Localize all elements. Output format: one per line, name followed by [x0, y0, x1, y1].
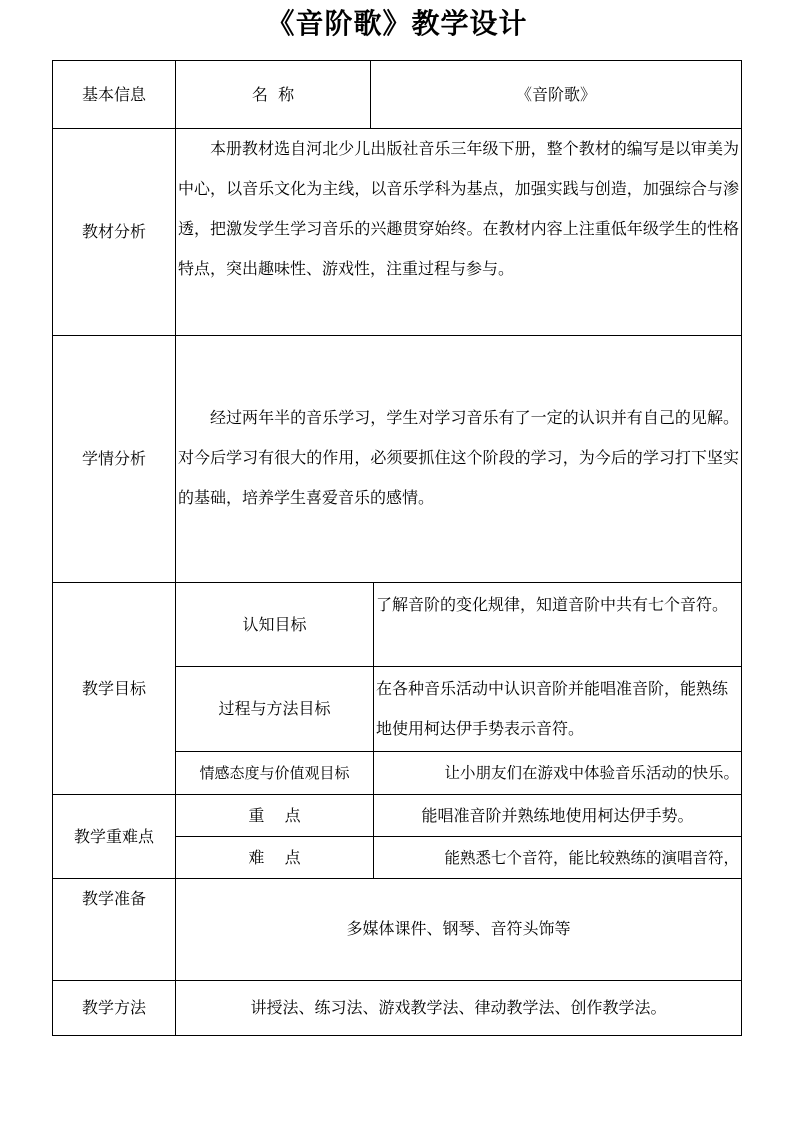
basic-info-label: 基本信息 [81, 84, 146, 104]
cognitive-goal-label: 认知目标 [242, 614, 307, 634]
preparation-label: 教学准备 [81, 889, 146, 908]
methods-label: 教学方法 [81, 998, 146, 1017]
key-points-label: 教学重难点 [73, 826, 154, 846]
lesson-name-value: 《音阶歌》 [515, 84, 596, 104]
material-analysis-label: 教材分析 [81, 222, 146, 241]
process-goal-text: 在各种音乐活动中认识音阶并能唱准音阶，能熟练地使用柯达伊手势表示音符。 [376, 679, 729, 738]
emotion-goal-text: 让小朋友们在游戏中体验音乐活动的快乐。 [444, 764, 739, 782]
key-point-label: 重 点 [248, 805, 301, 825]
key-point-text: 能唱准音阶并熟练地使用柯达伊手势。 [421, 805, 694, 825]
difficult-point-label: 难 点 [248, 847, 301, 867]
material-analysis-text: 本册教材选自河北少儿出版社音乐三年级下册，整个教材的编写是以审美为中心，以音乐文化为主线，以音乐学科为基点，加强实践与创造，加强综合与渗透，把激发学生学习音乐的兴趣贯穿始终。在教材内容上注重低年级学生的性格特点，突出趣味性、游戏性，注重过程与参与。 [178, 139, 739, 278]
page-title: 《音阶歌》教学设计 [266, 7, 528, 40]
process-goal-label: 过程与方法目标 [218, 699, 331, 718]
difficult-point-text: 能熟悉七个音符，能比较熟练的演唱音符， [444, 848, 739, 867]
cognitive-goal-text: 了解音阶的变化规律，知道音阶中共有七个音符。 [376, 595, 729, 614]
preparation-text: 多媒体课件、钢琴、音符头饰等 [346, 919, 571, 938]
student-analysis-label: 学情分析 [81, 449, 146, 468]
name-label: 名 称 [251, 84, 295, 104]
student-analysis-text: 经过两年半的音乐学习，学生对学习音乐有了一定的认识并有自己的见解。对今后学习有很大的作用，必须要抓住这个阶段的学习，为今后的学习打下坚实的基础，培养学生喜爱音乐的感情。 [178, 408, 739, 507]
methods-text: 讲授法、练习法、游戏教学法、律动教学法、创作教学法。 [250, 998, 667, 1017]
teaching-goals-label: 教学目标 [81, 678, 146, 698]
emotion-goal-label: 情感态度与价值观目标 [199, 764, 350, 782]
